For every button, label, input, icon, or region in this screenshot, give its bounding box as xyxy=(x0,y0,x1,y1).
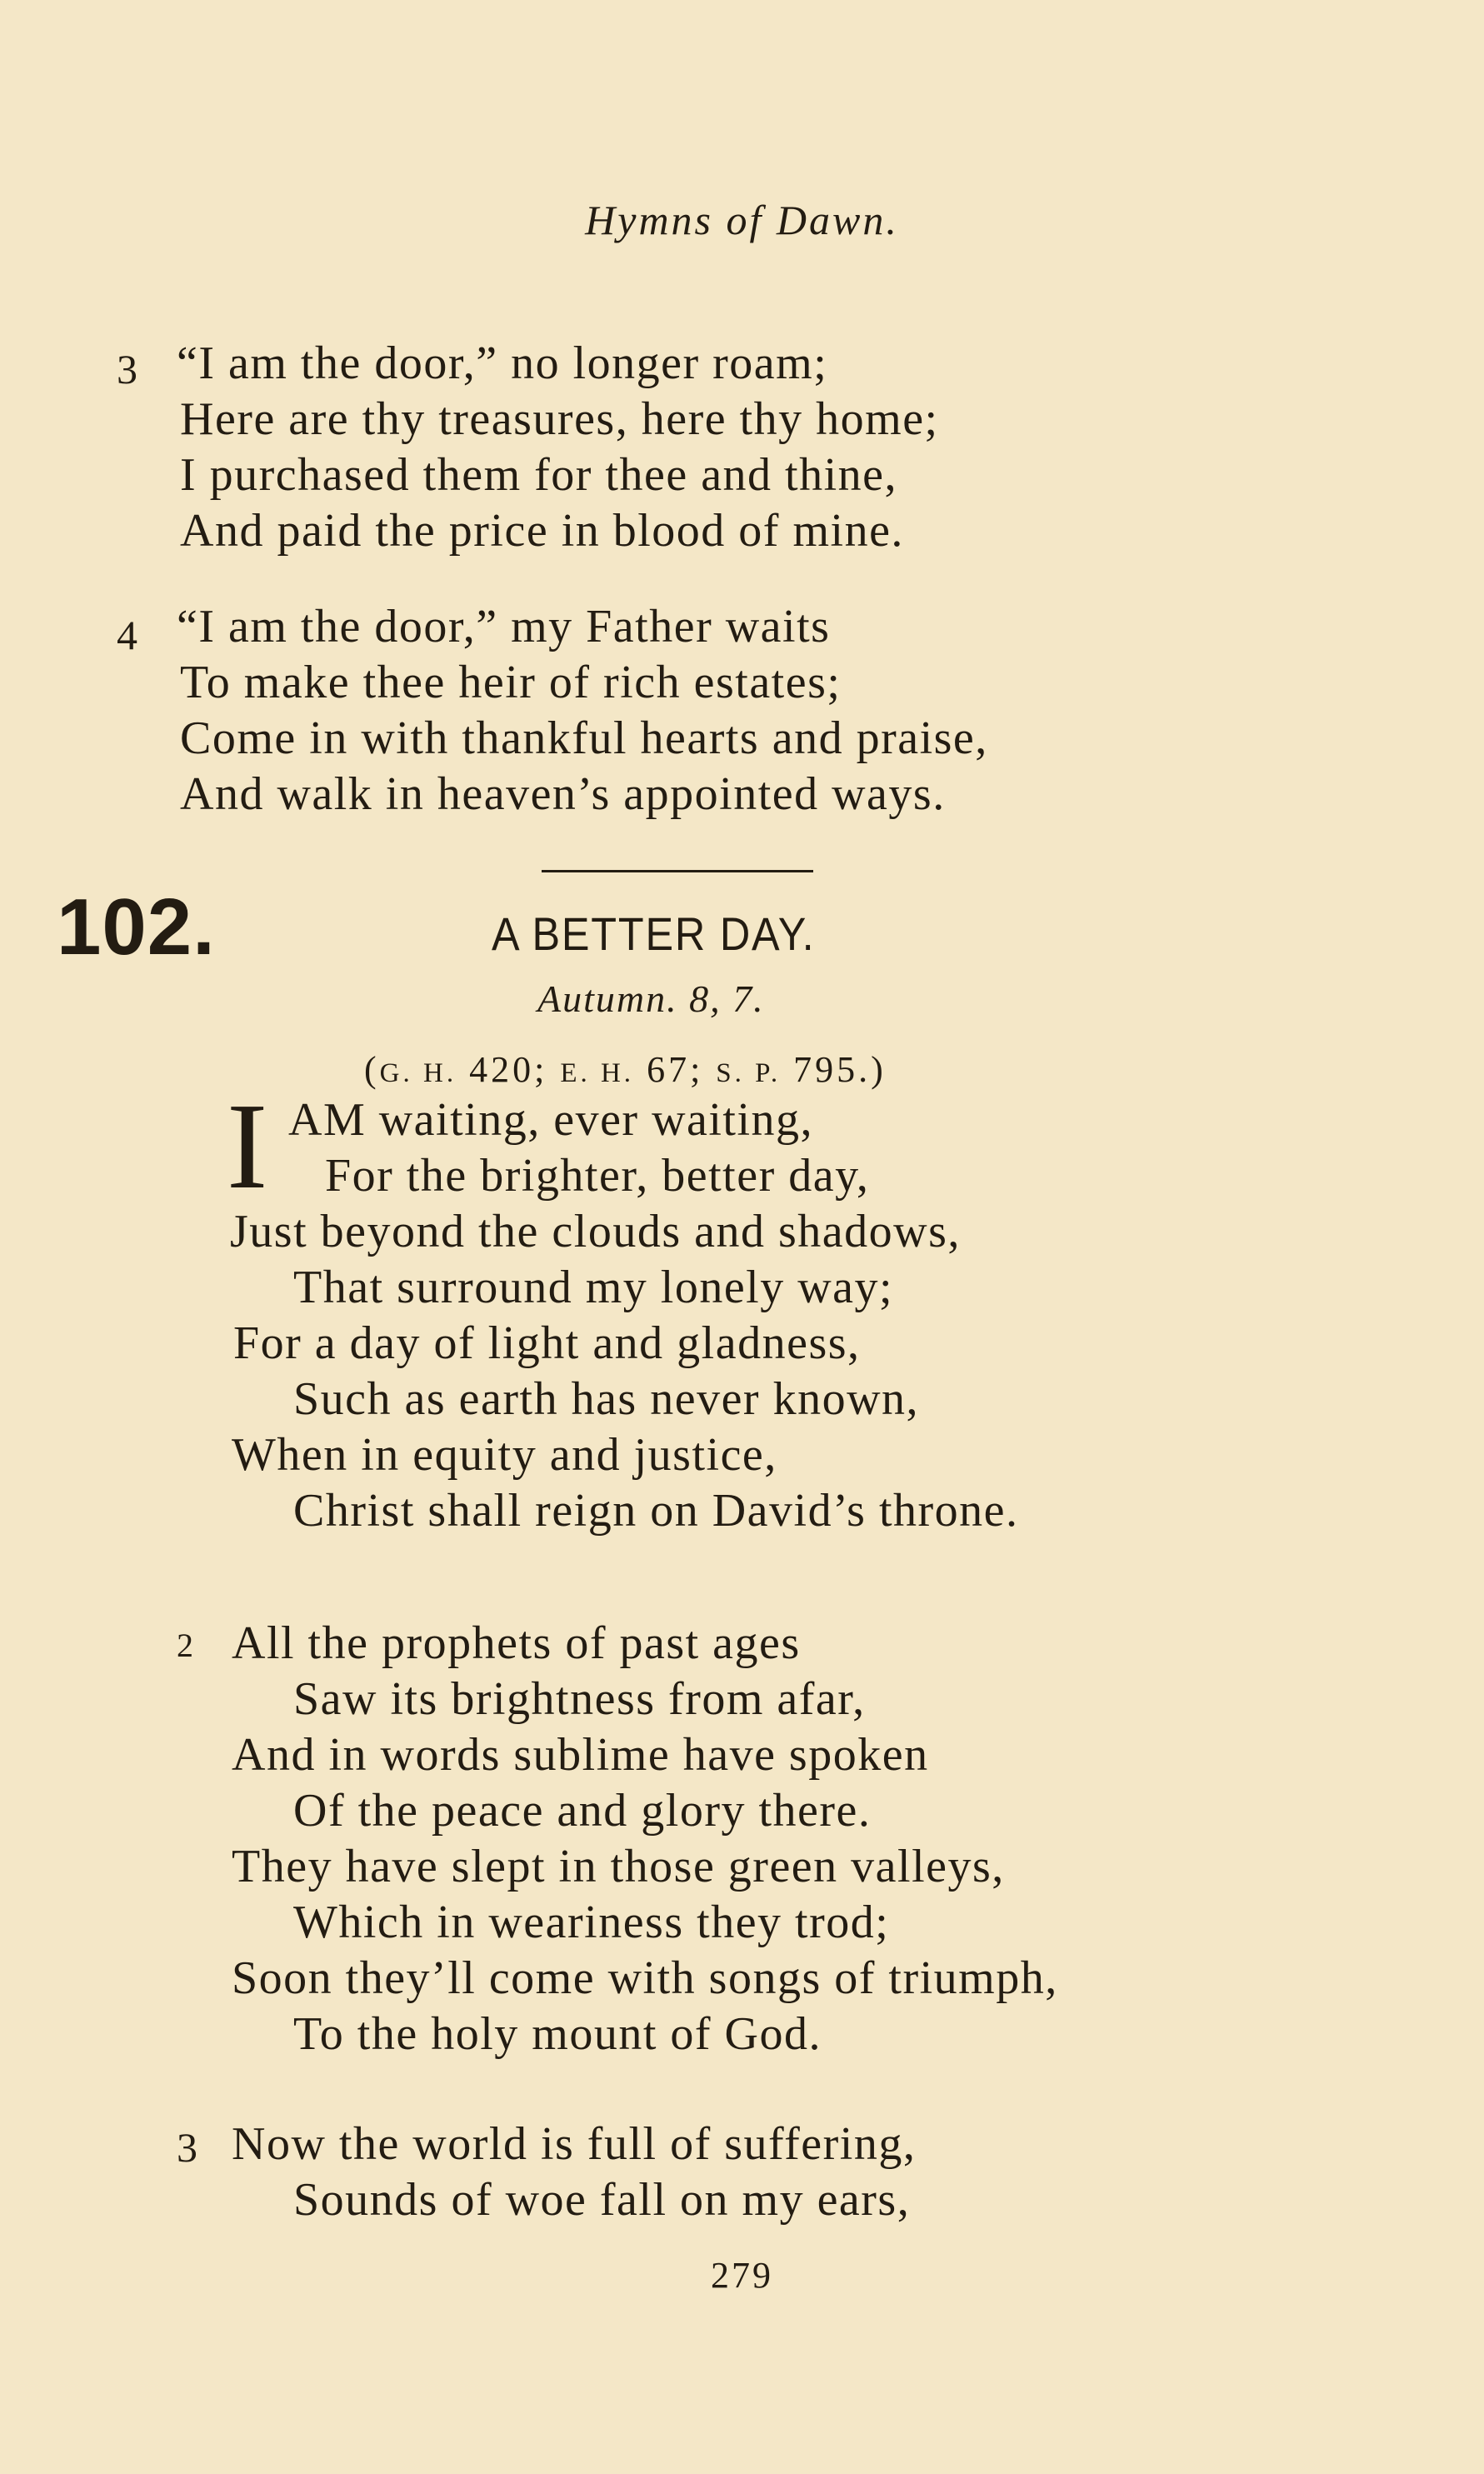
verse-line: That surround my lonely way; xyxy=(293,1262,894,1313)
verse-line: They have slept in those green valleys, xyxy=(232,1841,1005,1892)
refs-part: S. P. xyxy=(716,1058,782,1088)
verse-line: Sounds of woe fall on my ears, xyxy=(293,2174,911,2226)
verse-line: “I am the door,” my Father waits xyxy=(177,601,831,652)
verse-line: To make thee heir of rich estates; xyxy=(180,657,842,708)
verse-line: AM waiting, ever waiting, xyxy=(288,1094,814,1146)
verse-line: To the holy mount of God. xyxy=(293,2008,822,2060)
verse-line: Christ shall reign on David’s throne. xyxy=(293,1485,1019,1537)
hymnal-references xyxy=(364,1048,887,1091)
refs-part: 420; xyxy=(457,1049,561,1090)
drop-cap: I xyxy=(227,1078,268,1215)
verse-line: I purchased them for thee and thine, xyxy=(180,449,898,501)
stanza-number: 3 xyxy=(177,2124,197,2171)
verse-line: Just beyond the clouds and shadows, xyxy=(230,1206,961,1257)
verse-line: Of the peace and glory there. xyxy=(293,1785,872,1837)
verse-line: Which in weariness they trod; xyxy=(293,1897,890,1948)
verse-line: Saw its brightness from afar, xyxy=(293,1673,866,1725)
refs-part: 67; xyxy=(634,1049,717,1090)
verse-line: Such as earth has never known, xyxy=(293,1373,920,1425)
hymn-title: A BETTER DAY. xyxy=(492,907,816,960)
refs-part: E. H. xyxy=(560,1058,635,1088)
running-head: Hymns of Dawn. xyxy=(585,197,899,243)
verse-line: For the brighter, better day, xyxy=(325,1150,870,1202)
stanza-number: 3 xyxy=(117,346,137,392)
verse-line: Now the world is full of suffering, xyxy=(232,2118,917,2170)
verse-line: Here are thy treasures, here thy home; xyxy=(180,393,939,445)
stanza-number: 2 xyxy=(177,1627,193,1664)
hymn-number: 102. xyxy=(57,882,216,972)
verse-line: For a day of light and gladness, xyxy=(233,1317,861,1369)
refs-part: ( xyxy=(364,1049,380,1090)
refs-part: G. H. xyxy=(379,1058,457,1088)
page-number: 279 xyxy=(711,2255,773,2296)
verse-line: All the prophets of past ages xyxy=(232,1617,801,1669)
verse-line: And in words sublime have spoken xyxy=(232,1729,929,1781)
verse-line: When in equity and justice, xyxy=(232,1429,777,1481)
verse-line: And walk in heaven’s appointed ways. xyxy=(180,768,946,820)
verse-line: “I am the door,” no longer roam; xyxy=(177,337,828,389)
verse-line: And paid the price in blood of mine. xyxy=(180,505,904,557)
tune-meter: Autumn. 8, 7. xyxy=(537,977,765,1020)
refs-part: 795.) xyxy=(781,1049,887,1090)
verse-line: Soon they’ll come with songs of triumph, xyxy=(232,1952,1058,2004)
verse-line: Come in with thankful hearts and praise, xyxy=(180,712,988,764)
section-divider xyxy=(542,870,813,872)
stanza-number: 4 xyxy=(117,612,137,658)
